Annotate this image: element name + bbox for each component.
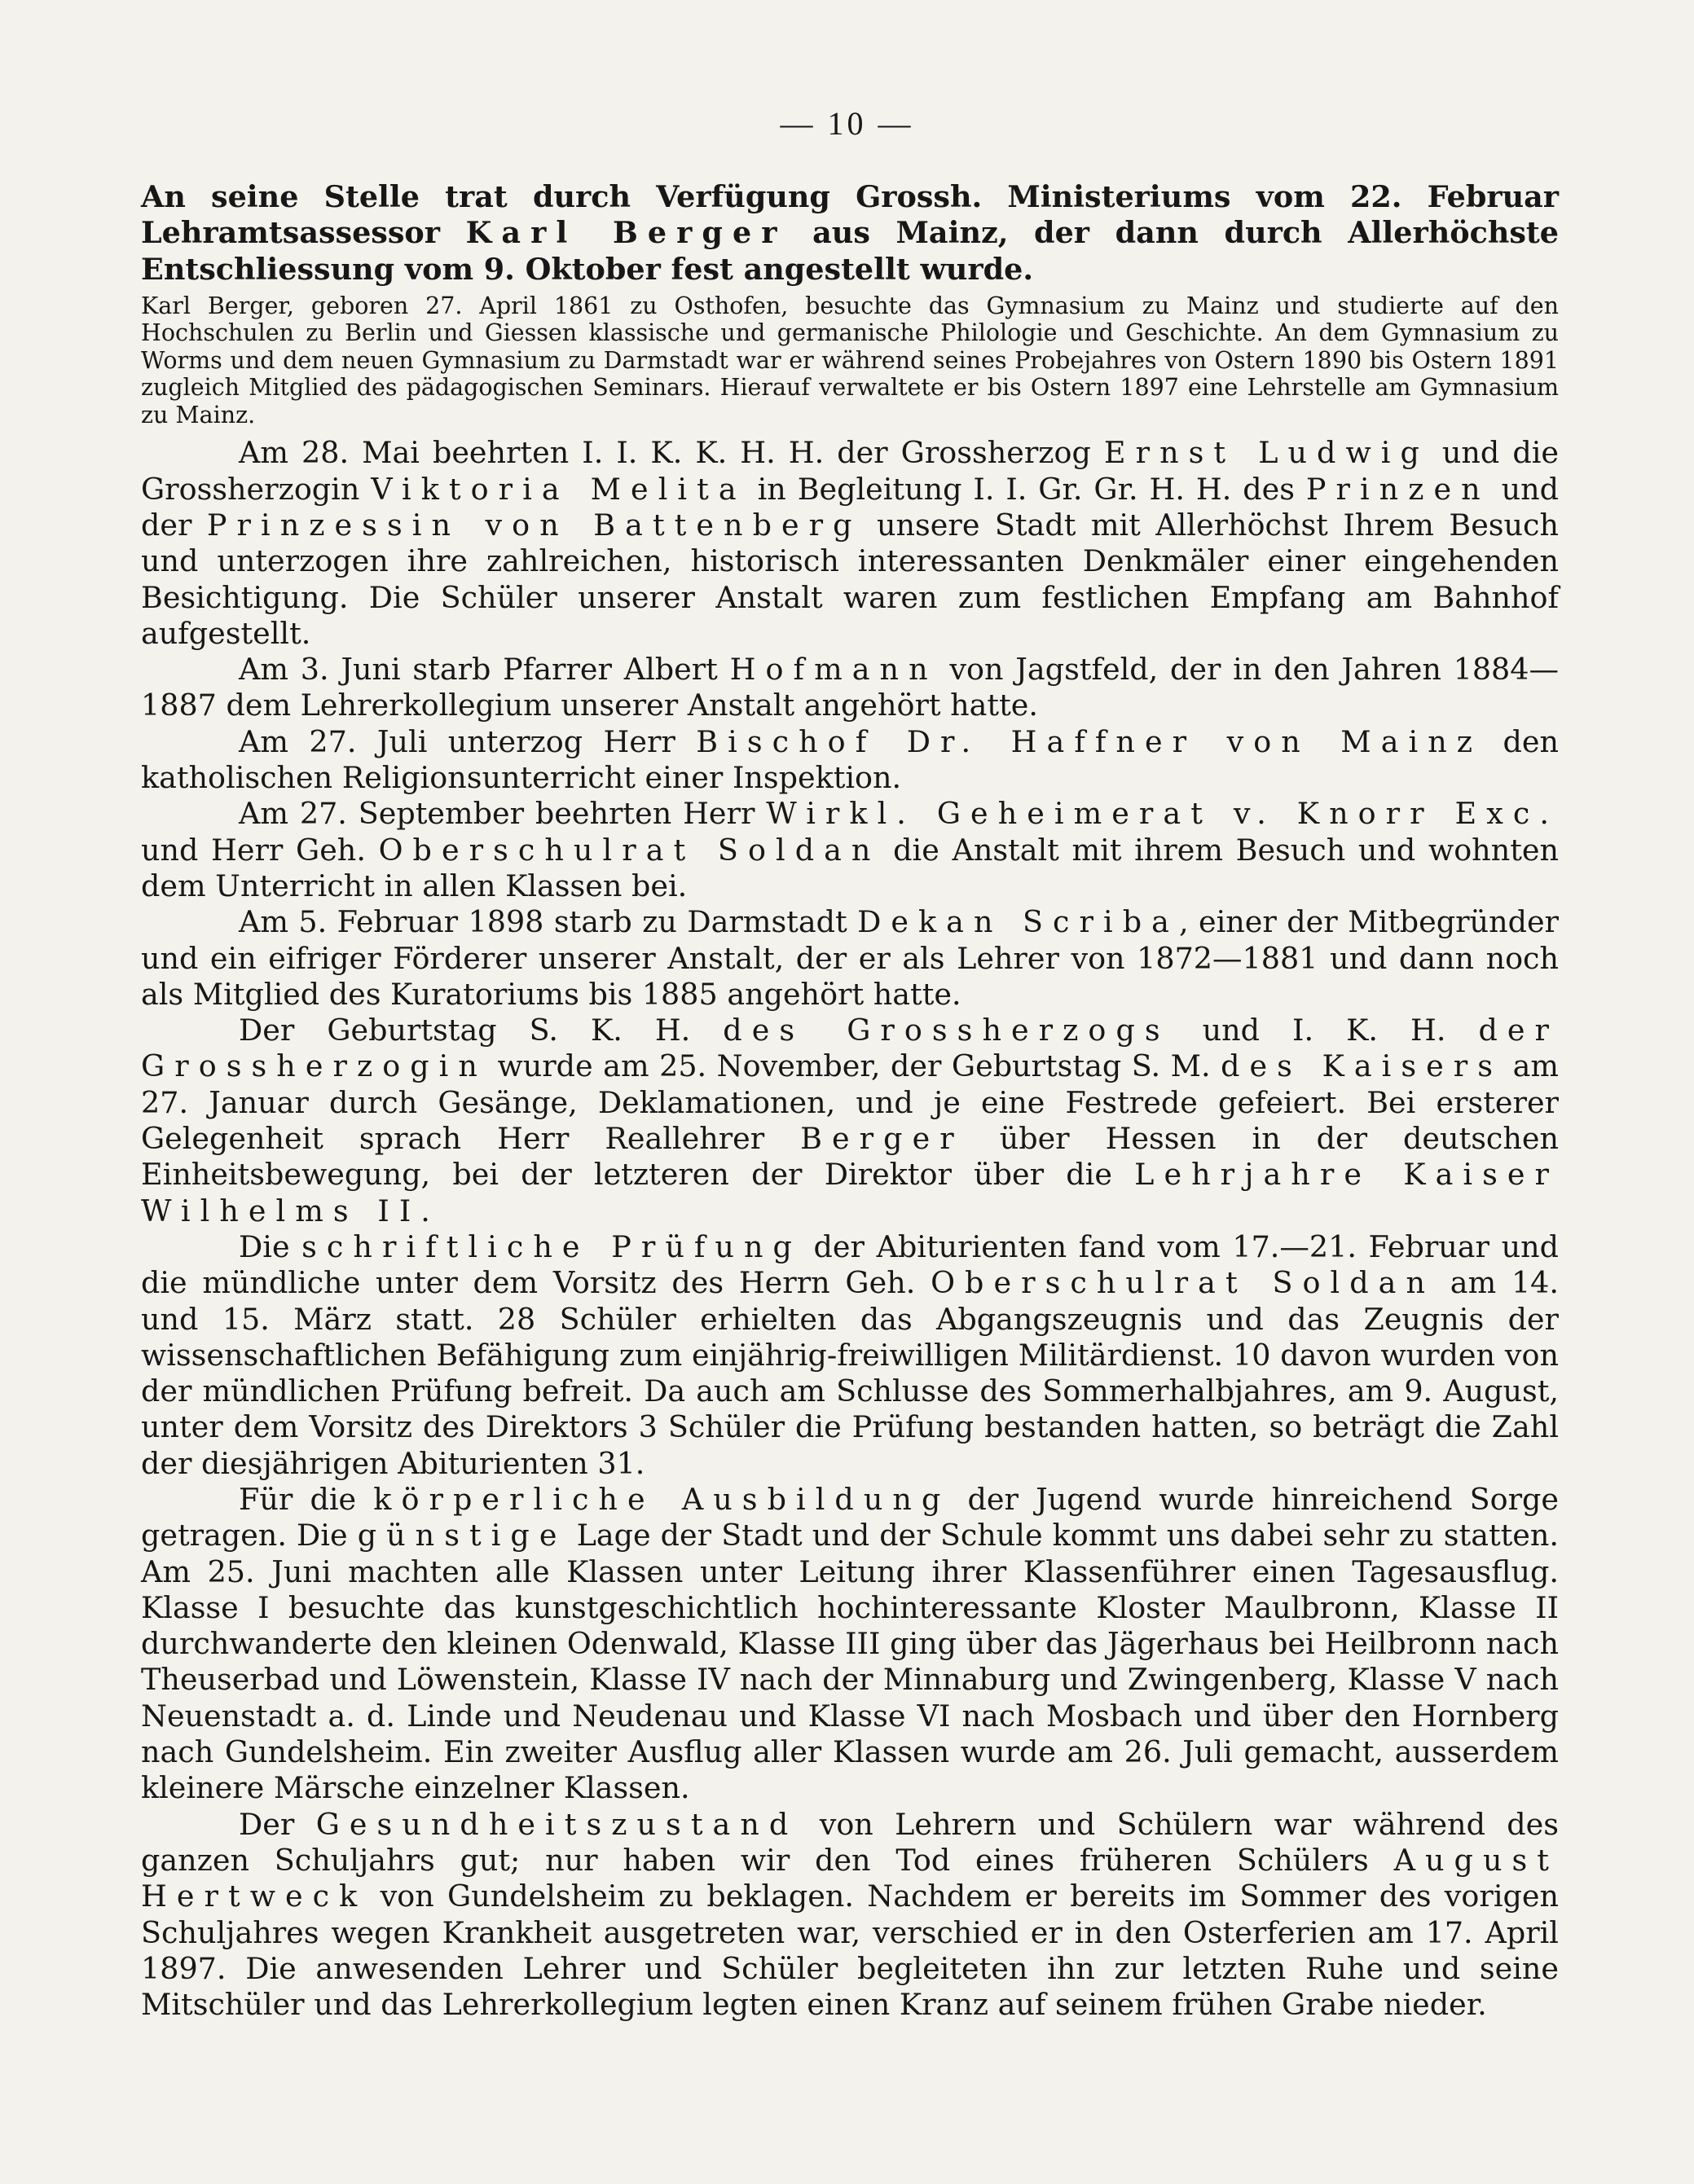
page-body bbox=[141, 179, 1559, 2023]
paragraph-physical-education: Für die körperliche Ausbildung der Jugend wurde hinreichend Sorge getragen. Die günstige Lage der Stadt und der Schule kommt uns dabei sehr zu statten. Am 25. Juni machten alle Klassen unter Leitung ihrer Klassenführer einen Tagesausflug. Klasse I besuchte das kunstgeschichtlich hochinteressante Kloster Maulbronn, Klasse II durchwanderte den kleinen Odenwald, Klasse III ging über das Jägerhaus bei Heilbronn nach Theuserbad und Löwenstein, Klasse IV nach der Minnaburg und Zwingenberg, Klasse V nach Neuenstadt a. d. Linde und Neudenau und Klasse VI nach Mosbach und über den Hornberg nach Gundelsheim. Ein zweiter Ausflug aller Klassen wurde am 26. Juli gemacht, ausserdem kleinere Märsche einzelner Klassen. bbox=[141, 1482, 1560, 1806]
paragraph-birthdays: Der Geburtstag S. K. H. des Grossherzogs und I. K. H. der Grossherzogin wurde am 25. November, der Geburtstag S. M. des Kaisers am 27. Januar durch Gesänge, Deklamationen, und je eine Festrede gefeiert. Bei ersterer Gelegenheit sprach Herr Reallehrer Berger über Hessen in der deutschen Einheitsbewegung, bei der letzteren der Direktor über die Lehrjahre Kaiser Wilhelms II. bbox=[141, 1013, 1560, 1228]
paragraph-berger-biography: Karl Berger, geboren 27. April 1861 zu Osthofen, besuchte das Gymnasium zu Mainz und studierte auf den Hochschulen zu Berlin und Giessen klassische und germanische Philologie und Geschichte. An dem Gymnasium zu Worms und dem neuen Gymnasium zu Darmstadt war er während seines Probejahres von Ostern 1890 bis Ostern 1891 zugleich Mitglied des pädagogischen Seminars. Hierauf verwaltete er bis Ostern 1897 eine Lehrstelle am Gymnasium zu Mainz. bbox=[141, 292, 1559, 428]
paragraph-bishop-inspection: Am 27. Juli unterzog Herr Bischof Dr. Haffner von Mainz den katholischen Religionsunterricht einer Inspektion. bbox=[141, 723, 1559, 796]
paragraph-hofmann-death: Am 3. Juni starb Pfarrer Albert Hofmann von Jagstfeld, der in den Jahren 1884—1887 dem Lehrerkollegium unserer Anstalt angehört hatte. bbox=[141, 652, 1559, 723]
paragraph-abitur-exam: Die schriftliche Prüfung der Abiturienten fand vom 17.—21. Februar und die mündliche unter dem Vorsitz des Herrn Geh. Oberschulrat Soldan am 14. und 15. März statt. 28 Schüler erhielten das Abgangszeugnis und das Zeugnis der wissenschaftlichen Befähigung zum einjährig-freiwilligen Militärdienst. 10 davon wurden von der mündlichen Prüfung befreit. Da auch am Schlusse des Sommerhalbjahres, am 9. August, unter dem Vorsitz des Direktors 3 Schüler die Prüfung bestanden hatten, so beträgt die Zahl der diesjährigen Abiturienten 31. bbox=[141, 1228, 1559, 1481]
paragraph-health: Der Gesundheitszustand von Lehrern und Schülern war während des ganzen Schuljahrs gut; nur haben wir den Tod eines früheren Schülers August Hertweck von Gundelsheim zu beklagen. Nachdem er bereits im Sommer des vorigen Schuljahres wegen Krankheit ausgetreten war, verschied er in den Osterferien am 17. April 1897. Die anwesenden Lehrer und Schüler begleiteten ihn zur letzten Ruhe und seine Mitschüler und das Lehrerkollegium legten einen Kranz auf seinem frühen Grabe nieder. bbox=[141, 1806, 1559, 2023]
paragraph-berger-appointment: An seine Stelle trat durch Verfügung Grossh. Ministeriums vom 22. Februar Lehramtsassessor Karl Berger aus Mainz, der dann durch Allerhöchste Entschliessung vom 9. Oktober fest angestellt wurde. bbox=[141, 179, 1560, 287]
page-number: — 10 — bbox=[780, 105, 914, 142]
paragraph-scriba-death: Am 5. Februar 1898 starb zu Darmstadt Dekan Scriba, einer der Mitbegründer und ein eifriger Förderer unserer Anstalt, der er als Lehrer von 1872—1881 und dann noch als Mitglied des Kuratoriums bis 1885 angehört hatte. bbox=[141, 904, 1559, 1012]
paragraph-grand-ducal-visit: Am 28. Mai beehrten I. I. K. K. H. H. der Grossherzog Ernst Ludwig und die Grossherzogin Viktoria Melita in Begleitung I. I. Gr. Gr. H. H. des Prinzen und der Prinzessin von Battenberg unsere Stadt mit Allerhöchst Ihrem Besuch und unterzogen ihre zahlreichen, historisch interessanten Denkmäler einer eingehenden Besichtigung. Die Schüler unserer Anstalt waren zum festlichen Empfang am Bahnhof aufgestellt. bbox=[141, 435, 1560, 651]
spaced-name: Karl Berger bbox=[465, 215, 787, 251]
paragraph-knorr-visit: Am 27. September beehrten Herr Wirkl. Geheimerat v. Knorr Exc. und Herr Geh. Oberschulrat Soldan die Anstalt mit ihrem Besuch und wohnten dem Unterricht in allen Klassen bei. bbox=[141, 796, 1559, 903]
